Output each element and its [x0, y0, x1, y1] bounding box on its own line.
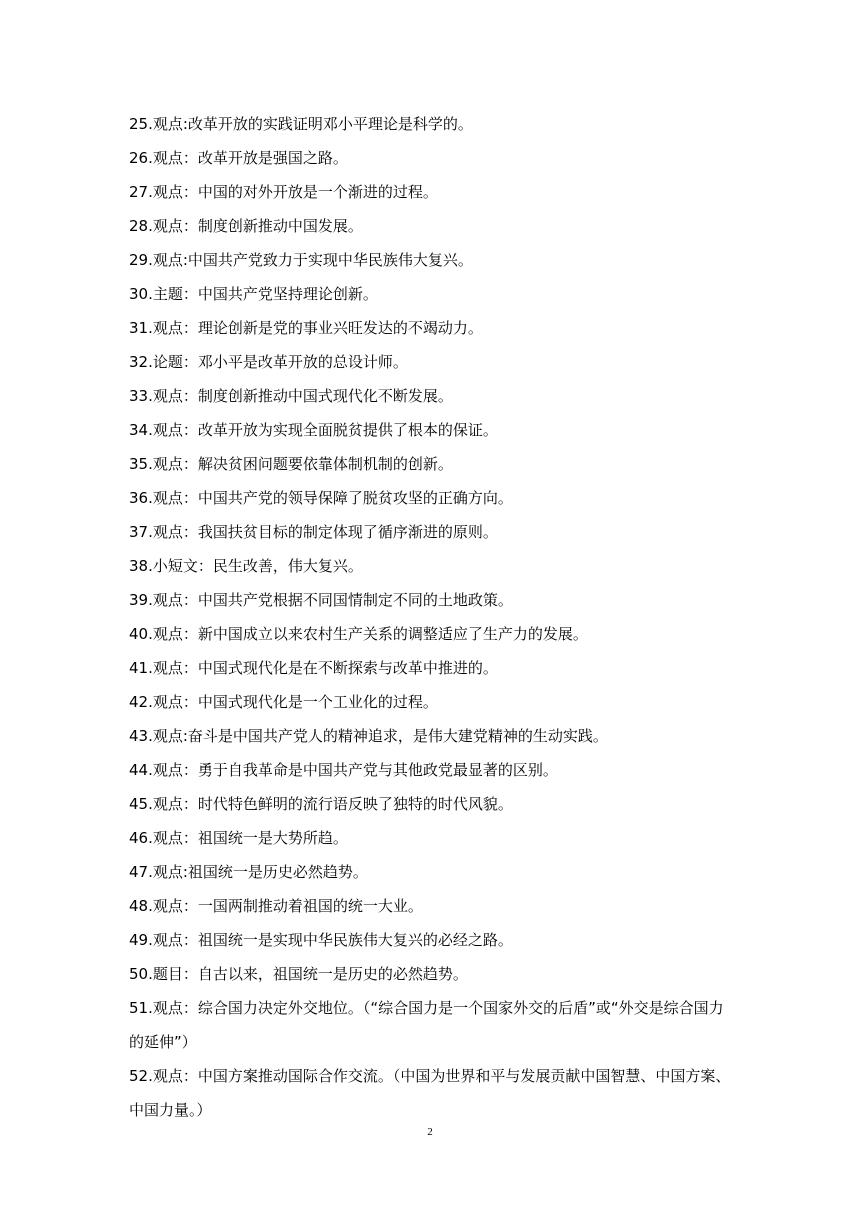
list-item: 46.观点：祖国统一是大势所趋。 — [129, 829, 348, 847]
list-item: 45.观点：时代特色鲜明的流行语反映了独特的时代风貌。 — [129, 795, 513, 813]
list-item: 32.论题：邓小平是改革开放的总设计师。 — [129, 353, 408, 371]
list-item: 39.观点：中国共产党根据不同国情制定不同的土地政策。 — [129, 591, 513, 609]
list-item: 51.观点：综合国力决定外交地位。（“综合国力是一个国家外交的后盾”或“外交是综合国力的延伸”） — [129, 999, 724, 1051]
list-item: 34.观点：改革开放为实现全面脱贫提供了根本的保证。 — [129, 421, 498, 439]
list-item: 29.观点:中国共产党致力于实现中华民族伟大复兴。 — [129, 251, 473, 269]
list-item: 36.观点：中国共产党的领导保障了脱贫攻坚的正确方向。 — [129, 489, 513, 507]
list-item: 42.观点：中国式现代化是一个工业化的过程。 — [129, 693, 438, 711]
list-item: 47.观点:祖国统一是历史必然趋势。 — [129, 863, 368, 881]
page-number: 2 — [427, 1126, 433, 1138]
list-item: 28.观点：制度创新推动中国发展。 — [129, 217, 363, 235]
list-item: 52.观点：中国方案推动国际合作交流。（中国为世界和平与发展贡献中国智慧、中国方案、中国力量。） — [129, 1067, 731, 1119]
list-item: 44.观点：勇于自我革命是中国共产党与其他政党最显著的区别。 — [129, 761, 558, 779]
list-item: 41.观点：中国式现代化是在不断探索与改革中推进的。 — [129, 659, 498, 677]
list-item: 49.观点：祖国统一是实现中华民族伟大复兴的必经之路。 — [129, 931, 513, 949]
list-item: 31.观点：理论创新是党的事业兴旺发达的不竭动力。 — [129, 319, 483, 337]
list-item: 43.观点:奋斗是中国共产党人的精神追求，是伟大建党精神的生动实践。 — [129, 727, 608, 745]
list-item: 27.观点：中国的对外开放是一个渐进的过程。 — [129, 183, 438, 201]
viewpoint-list — [129, 107, 735, 1127]
list-item: 40.观点：新中国成立以来农村生产关系的调整适应了生产力的发展。 — [129, 625, 588, 643]
list-item: 48.观点：一国两制推动着祖国的统一大业。 — [129, 897, 423, 915]
list-item: 30.主题：中国共产党坚持理论创新。 — [129, 285, 378, 303]
list-item: 50.题目：自古以来，祖国统一是历史的必然趋势。 — [129, 965, 468, 983]
list-item: 33.观点：制度创新推动中国式现代化不断发展。 — [129, 387, 453, 405]
list-item: 26.观点：改革开放是强国之路。 — [129, 149, 348, 167]
list-item: 35.观点：解决贫困问题要依靠体制机制的创新。 — [129, 455, 453, 473]
list-item: 25.观点:改革开放的实践证明邓小平理论是科学的。 — [129, 115, 473, 133]
list-item: 38.小短文：民生改善，伟大复兴。 — [129, 557, 363, 575]
list-item: 37.观点：我国扶贫目标的制定体现了循序渐进的原则。 — [129, 523, 498, 541]
